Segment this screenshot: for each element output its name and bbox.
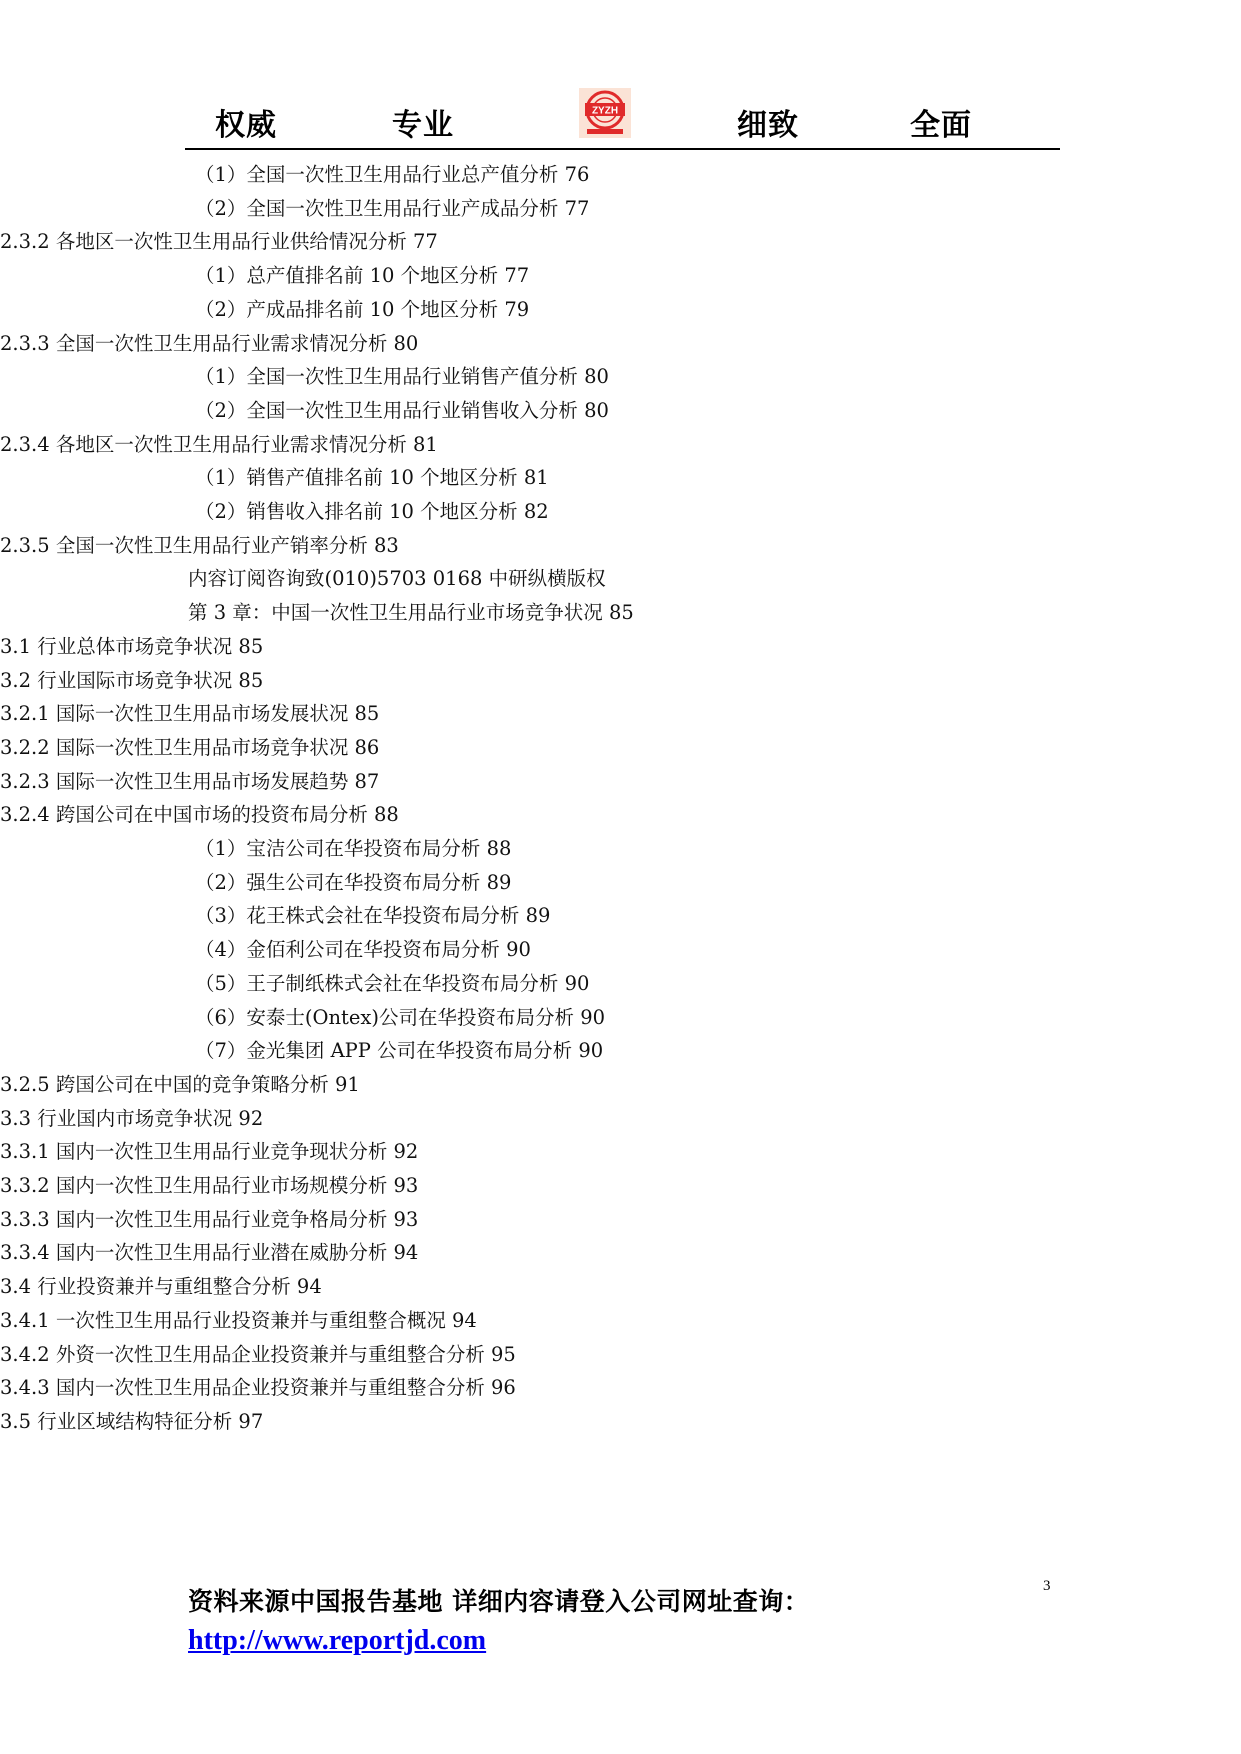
toc-entry: 3.4 行业投资兼并与重组整合分析 94 [0, 1275, 322, 1299]
toc-entry: 3.2.1 国际一次性卫生用品市场发展状况 85 [0, 702, 380, 726]
toc-entry: 内容订阅咨询致(010)5703 0168 中研纵横版权 [188, 567, 606, 591]
header-word-comprehensive: 全面 [910, 108, 972, 143]
toc-entry: （1）全国一次性卫生用品行业销售产值分析 80 [195, 365, 609, 389]
toc-entry: 3.1 行业总体市场竞争状况 85 [0, 634, 264, 658]
toc-entry: （5）王子制纸株式会社在华投资布局分析 90 [195, 971, 590, 995]
toc-entry: 2.3.3 全国一次性卫生用品行业需求情况分析 80 [0, 331, 419, 355]
toc-entry: （1）宝洁公司在华投资布局分析 88 [195, 837, 512, 860]
toc-entry: （1）全国一次性卫生用品行业总产值分析 76 [195, 163, 590, 186]
toc-entry: 3.3.2 国内一次性卫生用品行业市场规模分析 93 [0, 1174, 419, 1197]
toc-entry: （2）全国一次性卫生用品行业产成品分析 77 [195, 196, 590, 220]
svg-text:ZYZH: ZYZH [591, 105, 619, 117]
header-word-professional: 专业 [392, 108, 454, 143]
page-number: 3 [1043, 1578, 1051, 1594]
header-word-authority: 权威 [215, 108, 277, 143]
toc-entry: 3.2.4 跨国公司在中国市场的投资布局分析 88 [0, 803, 399, 827]
header-word-meticulous: 细致 [737, 108, 799, 143]
toc-entry: 3.3.3 国内一次性卫生用品行业竞争格局分析 93 [0, 1207, 419, 1231]
toc-entry: 3.2.2 国际一次性卫生用品市场竞争状况 86 [0, 735, 380, 759]
toc-entry: （7）金光集团 APP 公司在华投资布局分析 90 [195, 1039, 604, 1063]
toc-entry: （1）销售产值排名前 10 个地区分析 81 [195, 466, 549, 490]
toc-entry: （2）全国一次性卫生用品行业销售收入分析 80 [195, 398, 609, 422]
toc-entry: 3.2.5 跨国公司在中国的竞争策略分析 91 [0, 1072, 360, 1096]
toc-entry: 3.4.2 外资一次性卫生用品企业投资兼并与重组整合分析 95 [0, 1342, 516, 1366]
toc-entry: 2.3.4 各地区一次性卫生用品行业需求情况分析 81 [0, 432, 438, 456]
footer-source-text: 资料来源中国报告基地 详细内容请登入公司网址查询： [188, 1587, 810, 1616]
toc-entry: 3.4.1 一次性卫生用品行业投资兼并与重组整合概况 94 [0, 1308, 477, 1332]
toc-entry: （6）安泰士(Ontex)公司在华投资布局分析 90 [195, 1005, 606, 1029]
toc-entry: 3.3.1 国内一次性卫生用品行业竞争现状分析 92 [0, 1140, 419, 1164]
toc-entry: 3.5 行业区域结构特征分析 97 [0, 1409, 264, 1433]
toc-entry: （2）销售收入排名前 10 个地区分析 82 [195, 500, 549, 523]
toc-entry: 2.3.5 全国一次性卫生用品行业产销率分析 83 [0, 533, 399, 557]
toc-entry: （4）金佰利公司在华投资布局分析 90 [195, 938, 531, 962]
toc-entry: 3.3.4 国内一次性卫生用品行业潜在威胁分析 94 [0, 1241, 419, 1265]
toc-entry: （3）花王株式会社在华投资布局分析 89 [195, 904, 551, 928]
toc-entry: （1）总产值排名前 10 个地区分析 77 [195, 264, 530, 288]
toc-entry: （2）产成品排名前 10 个地区分析 79 [195, 297, 530, 321]
toc-entry: 2.3.2 各地区一次性卫生用品行业供给情况分析 77 [0, 230, 438, 254]
page-header [185, 82, 1060, 150]
toc-entry: 第 3 章：中国一次性卫生用品行业市场竞争状况 85 [188, 601, 634, 625]
toc-entry: 3.3 行业国内市场竞争状况 92 [0, 1106, 264, 1130]
toc-entry: 3.4.3 国内一次性卫生用品企业投资兼并与重组整合分析 96 [0, 1376, 516, 1400]
toc-entry: 3.2.3 国际一次性卫生用品市场发展趋势 87 [0, 769, 380, 793]
zyzh-logo-icon [579, 88, 631, 138]
footer-website-link[interactable]: http://www.reportjd.com [188, 1625, 487, 1656]
toc-entry: 3.2 行业国际市场竞争状况 85 [0, 668, 264, 692]
toc-entry: （2）强生公司在华投资布局分析 89 [195, 870, 512, 894]
